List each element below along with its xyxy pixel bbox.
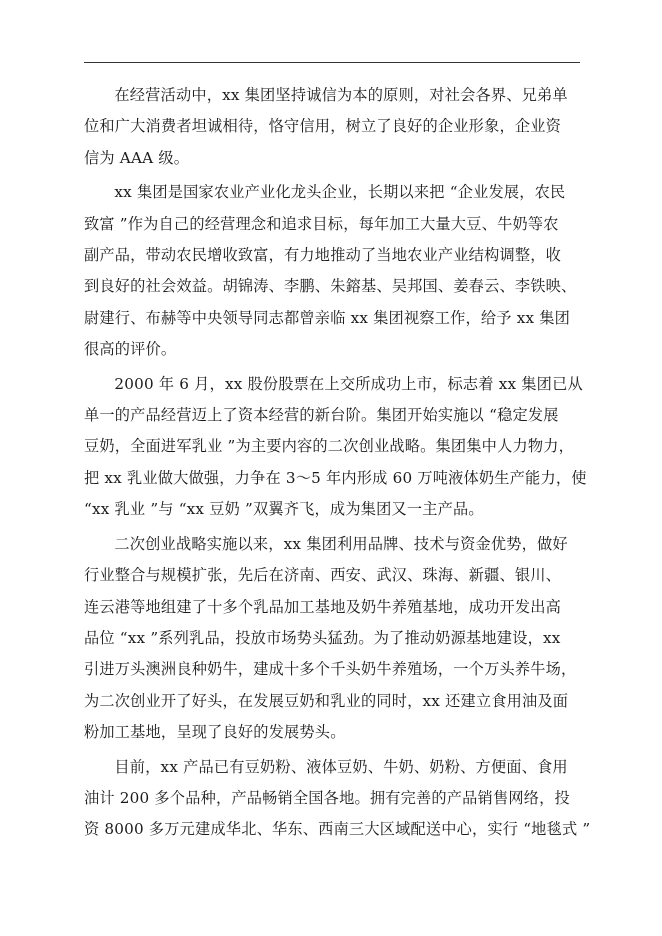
text-line: 油计 200 多个品种，产品畅销全国各地。拥有完善的产品销售网络，投 xyxy=(84,788,570,807)
paragraph-expansion xyxy=(84,529,594,749)
text-line: 资 8000 多万元建成华北、华东、西南三大区域配送中心，实行 “地毯式 ” xyxy=(84,820,591,839)
text-line: 很高的评价。 xyxy=(84,340,177,359)
text-line: 行业整合与规模扩张，先后在济南、西安、武汉、珠海、新疆、银川、 xyxy=(84,566,562,585)
paragraph-agriculture xyxy=(84,177,594,365)
text-line: 引进万头澳洲良种奶牛，建成十多个千头奶牛养殖场，一个万头养牛场， xyxy=(84,660,577,679)
paragraph-listing xyxy=(84,369,594,526)
text-line: 豆奶，全面进军乳业 ”为主要内容的二次创业战略。集团集中人力物力， xyxy=(84,437,575,456)
text-line: 把 xx 乳业做大做强，力争在 3～5 年内形成 60 万吨液体奶生产能力，使 xyxy=(84,468,587,487)
paragraph-products xyxy=(84,752,594,846)
text-line: 单一的产品经营迈上了资本经营的新台阶。集团开始实施以 “稳定发展 xyxy=(84,406,559,425)
paragraph-integrity xyxy=(84,80,594,174)
text-line: 为二次创业开了好头，在发展豆奶和乳业的同时，xx 还建立食用油及面 xyxy=(84,691,569,710)
text-line: 品位 “xx ”系列乳品，投放市场势头猛劲。为了推动奶源基地建设，xx xyxy=(84,628,561,647)
text-line: 到良好的社会效益。胡锦涛、李鹏、朱鎔基、吴邦国、姜春云、李铁映、 xyxy=(84,277,577,296)
text-line: 信为 AAA 级。 xyxy=(84,148,190,167)
text-line: 粉加工基地，呈现了良好的发展势头。 xyxy=(84,723,346,742)
text-line: 在经营活动中，xx 集团坚持诚信为本的原则，对社会各界、兄弟单 xyxy=(114,86,568,104)
header-rule xyxy=(84,62,580,63)
text-line: 目前，xx 产品已有豆奶粉、液体豆奶、牛奶、奶粉、方便面、食用 xyxy=(114,757,568,776)
text-line: 2000 年 6 月，xx 股份股票在上交所成功上市，标志着 xx 集团已从 xyxy=(114,374,583,393)
text-line: 尉建行、布赫等中央领导同志都曾亲临 xx 集团视察工作，给予 xx 集团 xyxy=(84,308,571,327)
text-line: 二次创业战略实施以来，xx 集团利用品牌、技术与资金优势，做好 xyxy=(114,534,568,553)
text-line: 位和广大消费者坦诚相待，恪守信用，树立了良好的企业形象，企业资 xyxy=(84,117,562,136)
text-line: 连云港等地组建了十多个乳品加工基地及奶牛养殖基地，成功开发出高 xyxy=(84,597,562,616)
text-line: 副产品，带动农民增收致富，有力地推动了当地农业产业结构调整，收 xyxy=(84,246,562,265)
text-line: “xx 乳业 ”与 “xx 豆奶 ”双翼齐飞，成为集团又一主产品。 xyxy=(84,500,484,519)
text-line: 致富 ”作为自己的经营理念和追求目标，每年加工大量大豆、牛奶等农 xyxy=(84,214,559,233)
document-body xyxy=(84,80,594,849)
text-line: xx 集团是国家农业产业化龙头企业，长期以来把 “企业发展，农民 xyxy=(114,183,566,202)
